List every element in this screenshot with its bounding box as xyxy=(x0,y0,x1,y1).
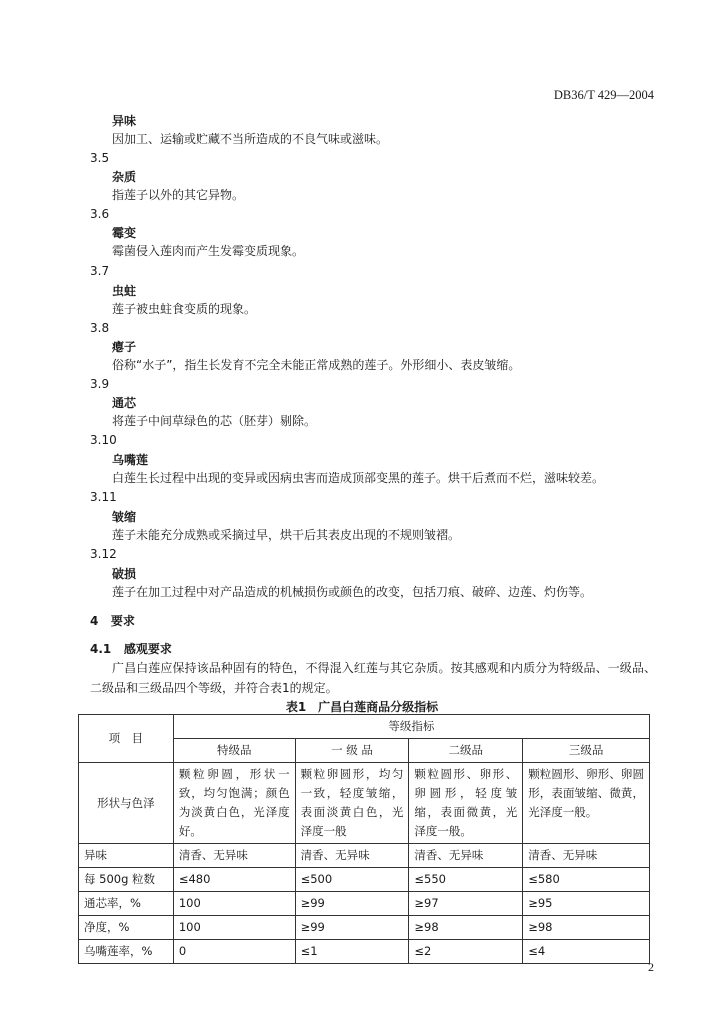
row-label: 净度，% xyxy=(79,916,174,940)
term-definition: 霉菌侵入莲肉而产生发霉变质现象。 xyxy=(112,244,305,258)
table-cell: ≤2 xyxy=(409,940,523,964)
term-title: 乌嘴莲 xyxy=(112,453,149,467)
table-cell: 颗粒圆形、卵形、卵圆形，轻度皱缩，表面微黄，光泽度一般。 xyxy=(409,763,523,844)
table-cell: ≤500 xyxy=(295,868,409,892)
clause-number: 3.7 xyxy=(90,264,110,278)
clause-number: 3.5 xyxy=(90,151,110,165)
row-label: 异味 xyxy=(79,844,174,868)
clause-number: 3.11 xyxy=(90,490,117,504)
table-cell: 100 xyxy=(173,892,295,916)
term-definition: 因加工、运输或贮藏不当所造成的不良气味或滋味。 xyxy=(112,132,389,146)
table-cell: 清香、无异味 xyxy=(409,844,523,868)
table-cell: 清香、无异味 xyxy=(523,844,650,868)
subsection-heading xyxy=(90,640,172,657)
row-label: 每 500g 粒数 xyxy=(79,868,174,892)
table-cell: 100 xyxy=(173,916,295,940)
table-cell: ≥99 xyxy=(295,892,409,916)
section-heading xyxy=(90,612,135,629)
grade-header: 二级品 xyxy=(409,739,523,763)
table-row xyxy=(79,868,650,892)
row-label: 通芯率，% xyxy=(79,892,174,916)
term-title: 通芯 xyxy=(112,396,137,410)
table-row xyxy=(79,940,650,964)
page-number: 2 xyxy=(648,960,654,974)
subsection-number: 4.1 xyxy=(90,642,112,656)
table-cell: 清香、无异味 xyxy=(173,844,295,868)
table-cell: ≤4 xyxy=(523,940,650,964)
table-cell: ≥95 xyxy=(523,892,650,916)
section-title: 要求 xyxy=(110,614,135,628)
clause-number: 3.9 xyxy=(90,377,110,391)
clause-number: 3.12 xyxy=(90,547,117,561)
table-cell: 颗粒圆形、卵形、卵圆形，表面皱缩、微黄，光泽度一般。 xyxy=(523,763,650,844)
row-label: 形状与色泽 xyxy=(79,763,174,844)
table-cell: ≥98 xyxy=(523,916,650,940)
grade-header: 特级品 xyxy=(173,739,295,763)
table-cell: ≤480 xyxy=(173,868,295,892)
table-row xyxy=(79,916,650,940)
term-definition: 莲子被虫蛀食变质的现象。 xyxy=(112,302,257,316)
term-title: 皱缩 xyxy=(112,510,137,524)
term-title: 虫蛀 xyxy=(112,284,137,298)
row-label: 乌嘴莲率，% xyxy=(79,940,174,964)
header-grade-group: 等级指标 xyxy=(173,715,649,739)
table-cell: ≤1 xyxy=(295,940,409,964)
table-row xyxy=(79,763,650,844)
body-paragraph: 广昌白莲应保持该品种固有的特色，不得混入红莲与其它杂质。按其感观和内质分为特级品、一级品、二级品和三级品四个等级，并符合表1的规定。 xyxy=(90,661,656,695)
table-cell: 颗粒卵圆，形状一致，均匀饱满；颜色为淡黄白色，光泽度好。 xyxy=(173,763,295,844)
clause-number: 3.6 xyxy=(90,207,110,221)
term-definition: 俗称“水子”，指生长发育不完全未能正常成熟的莲子。外形细小、表皮皱缩。 xyxy=(112,358,521,372)
term-definition: 指莲子以外的其它异物。 xyxy=(112,188,245,202)
table-caption: 表1 广昌白莲商品分级指标 xyxy=(285,700,439,714)
table-row xyxy=(79,892,650,916)
term-title: 霉变 xyxy=(112,226,137,240)
term-title: 瘪子 xyxy=(112,340,137,354)
table-row xyxy=(79,844,650,868)
term-title: 异味 xyxy=(112,114,137,128)
grade-header: 三级品 xyxy=(523,739,650,763)
table-cell: 颗粒卵圆形，均匀一致，轻度皱缩，表面淡黄白色，光泽度一般 xyxy=(295,763,409,844)
term-definition: 将莲子中间草绿色的芯（胚芽）剔除。 xyxy=(112,414,317,428)
table-cell: 0 xyxy=(173,940,295,964)
table-cell: ≤550 xyxy=(409,868,523,892)
grading-table xyxy=(78,714,650,964)
term-definition: 莲子在加工过程中对产品造成的机械损伤或颜色的改变，包括刀痕、破碎、边莲、灼伤等。 xyxy=(112,585,593,599)
table-cell: ≥97 xyxy=(409,892,523,916)
term-title: 杂质 xyxy=(112,170,137,184)
term-title: 破损 xyxy=(112,567,137,581)
term-definition: 白莲生长过程中出现的变异或因病虫害而造成顶部变黑的莲子。烘干后煮而不烂，滋味较差。 xyxy=(112,471,605,485)
subsection-title: 感观要求 xyxy=(123,642,172,656)
document-code: DB36/T 429—2004 xyxy=(553,88,654,102)
table-header-row xyxy=(79,715,650,739)
table-cell: ≤580 xyxy=(523,868,650,892)
table-cell: 清香、无异味 xyxy=(295,844,409,868)
table-cell: ≥99 xyxy=(295,916,409,940)
header-item: 项 目 xyxy=(79,715,174,763)
clause-number: 3.10 xyxy=(90,433,117,447)
clause-number: 3.8 xyxy=(90,321,110,335)
section-number: 4 xyxy=(90,614,99,628)
grade-header: 一 级 品 xyxy=(295,739,409,763)
term-definition: 莲子未能充分成熟或采摘过早，烘干后其表皮出现的不规则皱褶。 xyxy=(112,528,461,542)
table-cell: ≥98 xyxy=(409,916,523,940)
